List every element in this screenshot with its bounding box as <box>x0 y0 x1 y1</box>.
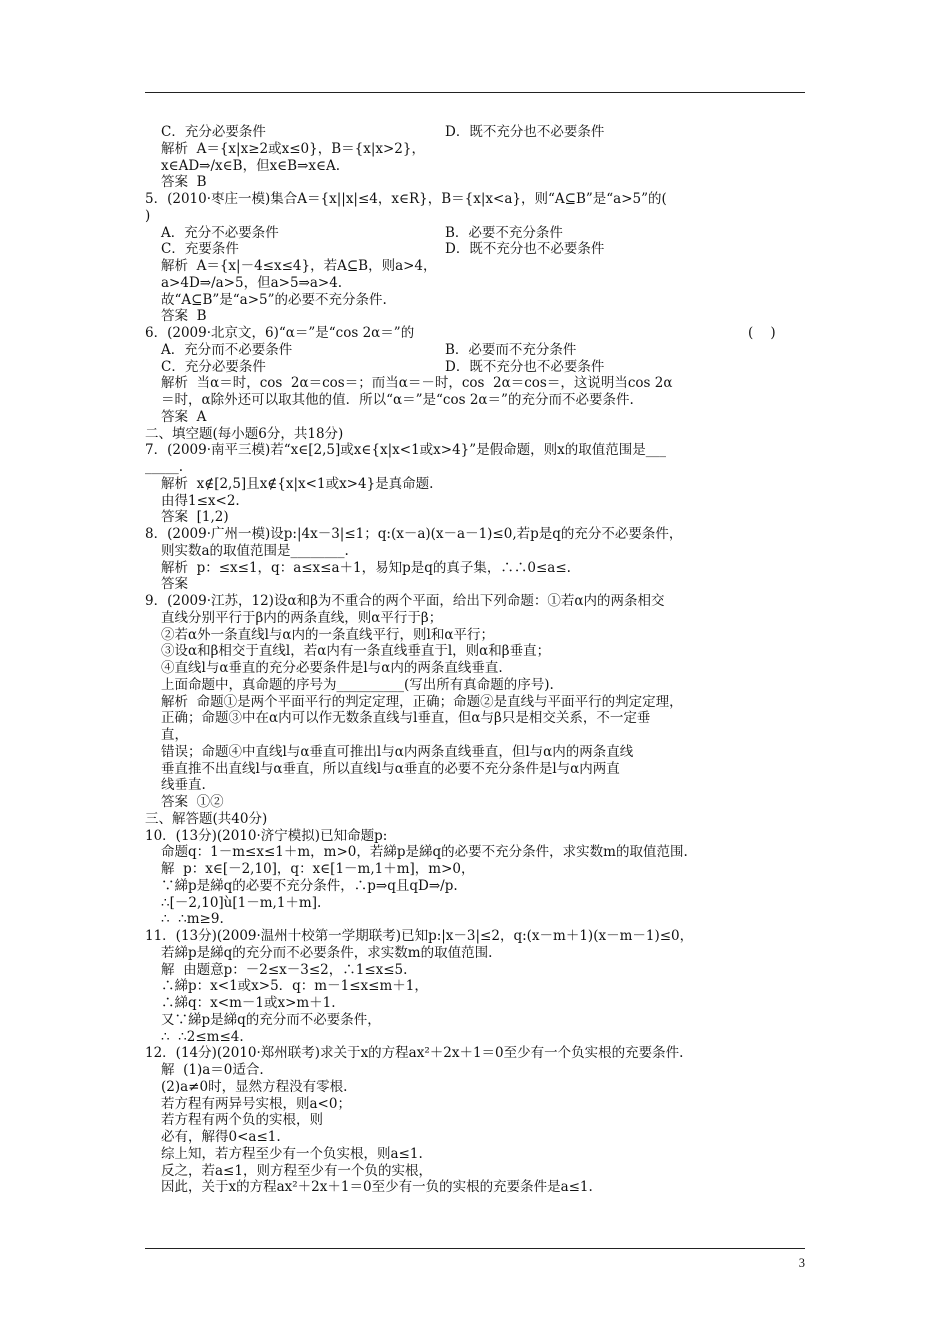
text-line: ∴綈p：x<1或x>5．q：m－1≤x≤m＋1， <box>161 978 428 995</box>
text-line: 故“A⊆B”是“a>5”的必要不充分条件. <box>161 291 387 308</box>
line-text: C．充分必要条件 <box>161 358 266 375</box>
text-line: 正确；命题③中在α内可以作无数条直线与l垂直，但α与β只是相交关系，不一定垂 <box>161 710 651 727</box>
option-text: B．必要不充分条件 <box>445 224 563 241</box>
text-line: a>4D⇒/a>5，但a>5⇒a>4. <box>161 274 343 291</box>
text-line: 答案 ①② <box>161 794 224 810</box>
text-line: 11．(13分)(2009·温州十校第一学期联考)已知p:|x－3|≤2，q:(x－m＋1)(x－m－1)≤0， <box>145 928 694 944</box>
text-line: 解析 A＝{x|－4≤x≤4}，若A⊆B，则a>4， <box>161 258 437 274</box>
text-line <box>145 359 810 376</box>
text-line: 直， <box>161 727 188 743</box>
text-line: 解析 x∉[2,5]且x∉{x|x<1或x>4}是真命题. <box>161 475 434 492</box>
text-line: 直线分别平行于β内的两条直线，则α平行于β； <box>161 609 443 626</box>
header-rule <box>145 92 805 93</box>
text-line: 解析 命题①是两个平面平行的判定定理，正确；命题②是直线与平面平行的判定定理， <box>161 693 683 710</box>
text-line: 10．(13分)(2010·济宁模拟)已知命题p: <box>145 827 388 844</box>
text-line: 答案 A <box>161 408 207 425</box>
text-line: 9．(2009·江苏，12)设α和β为不重合的两个平面，给出下列命题：①若α内的两条相交 <box>145 593 665 609</box>
text-line: 解析 当α＝时，cos 2α＝cos＝；而当α＝－时，cos 2α＝cos＝，这说明当cos 2α <box>161 375 673 392</box>
text-line: 则实数a的取值范围是________. <box>161 542 349 559</box>
text-line: x∈AD⇒/x∈B，但x∈B⇒x∈A. <box>161 157 341 174</box>
text-line: ∴綈q：x<m－1或x>m＋1. <box>161 995 336 1011</box>
text-line: ③设α和β相交于直线l，若α内有一条直线垂直于l，则α和β垂直； <box>161 643 551 660</box>
text-line <box>145 342 810 359</box>
text-line: 5．(2010·枣庄一模)集合A＝{x||x|≤4，x∈R}，B＝{x|x<a}，则“A⊆B”是“a>5”的( <box>145 191 667 207</box>
text-line: 答案 <box>161 576 188 593</box>
text-line: 必有，解得0<a≤1. <box>161 1129 281 1145</box>
text-line: 答案 B <box>161 308 207 325</box>
text-line: 解析 A＝{x|x≥2或x≤0}，B＝{x|x>2}， <box>161 140 425 157</box>
line-text: A．充分而不必要条件 <box>161 341 293 358</box>
line-text: C．充分必要条件 <box>161 124 266 140</box>
text-line: 命题q：1－m≤x≤1＋m，m>0，若綈p是綈q的必要不充分条件，求实数m的取值范围. <box>161 844 688 861</box>
line-text: A．充分不必要条件 <box>161 224 279 241</box>
text-line: 综上知，若方程至少有一个负实根，则a≤1. <box>161 1145 423 1162</box>
line-text: 6．(2009·北京文，6)“α＝”是“cos 2α＝”的 <box>145 325 415 341</box>
page-content <box>145 124 810 1196</box>
text-line: 又∵綈p是綈q的充分而不必要条件， <box>161 1011 381 1028</box>
option-text: B．必要而不充分条件 <box>445 341 577 358</box>
line-text: C．充要条件 <box>161 241 239 258</box>
text-line: ∵綈p是綈q的必要不充分条件，∴p⇒q且qD⇒/p. <box>161 877 458 894</box>
text-line: 解析 p：≤x≤1，q：a≤x≤a＋1，易知p是q的真子集，∴∴0≤a≤. <box>161 559 571 576</box>
text-line: ②若α外一条直线l与α内的一条直线平行，则l和α平行； <box>161 626 494 643</box>
text-line: 8．(2009·广州一模)设p:|4x－3|≤1；q:(x－a)(x－a－1)≤0,若p是q的充分不必要条件， <box>145 526 683 542</box>
text-line: 上面命题中，真命题的序号为__________(写出所有真命题的序号). <box>161 676 554 693</box>
text-line: 解 (1)a＝0适合. <box>161 1062 264 1078</box>
text-line: 若方程有两个负的实根，则 <box>161 1112 323 1129</box>
text-line: ∴ ∴2≤m≤4. <box>161 1028 244 1045</box>
option-text: D．既不充分也不必要条件 <box>445 124 605 140</box>
text-line <box>145 325 810 342</box>
option-text: D．既不充分也不必要条件 <box>445 241 605 258</box>
text-line <box>145 225 810 242</box>
text-line: 若綈p是綈q的充分而不必要条件，求实数m的取值范围. <box>161 944 493 961</box>
text-line: 由得1≤x<2. <box>161 492 240 509</box>
option-text: D．既不充分也不必要条件 <box>445 358 605 375</box>
text-line: 答案 [1,2) <box>161 509 229 526</box>
text-line: (2)a≠0时，显然方程没有零根. <box>161 1078 348 1095</box>
text-line: 反之，若a≤1，则方程至少有一个负的实根， <box>161 1162 432 1179</box>
text-line: 12．(14分)(2010·郑州联考)求关于x的方程ax²＋2x＋1＝0至少有一个负实根的充要条件. <box>145 1045 684 1062</box>
text-line: ④直线l与α垂直的充分必要条件是l与α内的两条直线垂直. <box>161 660 503 676</box>
text-line: 错误；命题④中直线l与α垂直可推出l与α内两条直线垂直，但l与α内的两条直线 <box>161 743 634 760</box>
text-line: 7．(2009·南平三模)若“x∈[2,5]或x∈{x|x<1或x>4}”是假命题，则x的取值范围是___ <box>145 442 667 459</box>
text-line: 线垂直. <box>161 777 206 794</box>
page-number: 3 <box>798 1256 805 1270</box>
text-line: ＝时，α除外还可以取其他的值．所以“α＝”是“cos 2α＝”的充分而不必要条件. <box>161 392 634 408</box>
text-line: 垂直推不出直线l与α垂直，所以直线l与α垂直的必要不充分条件是l与α内两直 <box>161 760 620 777</box>
text-line: ∴ ∴m≥9. <box>161 911 224 928</box>
text-line: ∴[－2,10]ù[1－m,1＋m]. <box>161 894 322 911</box>
text-line <box>145 241 810 258</box>
text-line <box>145 124 810 141</box>
text-line: 若方程有两异号实根，则a<0； <box>161 1095 351 1112</box>
answer-bracket: ( ) <box>748 325 776 341</box>
text-line: 三、解答题(共40分) <box>145 810 268 827</box>
text-line: 答案 B <box>161 174 207 191</box>
text-line: 因此，关于x的方程ax²＋2x＋1＝0至少有一负的实根的充要条件是a≤1. <box>161 1179 593 1196</box>
text-line: _____. <box>145 459 184 475</box>
text-line: ) <box>145 207 151 224</box>
text-line: 解 p：x∈[－2,10]，q：x∈[1－m,1＋m]，m>0， <box>161 861 475 877</box>
text-line: 解 由题意p：－2≤x－3≤2，∴1≤x≤5. <box>161 961 408 978</box>
text-line: 二、填空题(每小题6分，共18分) <box>145 425 344 442</box>
footer-rule <box>145 1248 805 1249</box>
